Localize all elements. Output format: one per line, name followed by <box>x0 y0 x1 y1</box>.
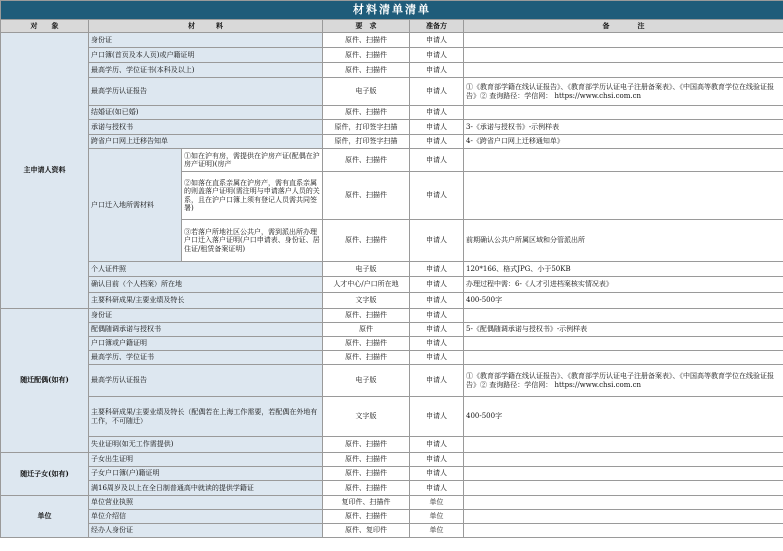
submitter-cell: 申请人 <box>410 78 464 106</box>
remark-cell <box>464 524 783 538</box>
requirement-cell: 原件、扫描件 <box>323 48 410 63</box>
submitter-cell: 单位 <box>410 524 464 538</box>
table-row <box>1 309 783 323</box>
requirement-cell: 原件、扫描件 <box>323 172 410 220</box>
table-row <box>1 262 783 277</box>
table-row <box>1 149 783 172</box>
requirement-cell: 文字版 <box>323 397 410 437</box>
group-child: 随迁子女(如有) <box>1 453 89 496</box>
material-cell: 最高学历、学位证书 <box>89 351 323 365</box>
material-cell: 个人证件照 <box>89 262 323 277</box>
requirement-cell: 电子版 <box>323 365 410 397</box>
remark-cell: ①《教育部学籍在线认证报告》、《教育部学历认证电子注册备案表》、《中国高等教育学位在线验证报告》② 查询路径：学信网： https://www.chsi.com.cn <box>464 365 783 397</box>
submitter-cell: 申请人 <box>410 397 464 437</box>
material-cell: 主要科研成果/主要业绩及特长（配偶若在上海工作需要，若配偶在外地有工作，不可随迁） <box>89 397 323 437</box>
remark-cell <box>464 63 783 78</box>
material-cell: 户口簿或户籍证明 <box>89 337 323 351</box>
submitter-cell: 申请人 <box>410 309 464 323</box>
table-row <box>1 524 783 538</box>
material-cell: 子女出生证明 <box>89 453 323 467</box>
header-row <box>1 20 783 33</box>
remark-cell <box>464 510 783 524</box>
table-row <box>1 510 783 524</box>
remark-cell: 4-《跨省户口网上迁移通知单》 <box>464 135 783 149</box>
material-cell: 配偶随调承诺与授权书 <box>89 323 323 337</box>
material-cell: 子女户口簿(户)籍证明 <box>89 467 323 481</box>
table-row <box>1 467 783 481</box>
requirement-cell: 原件、扫描件 <box>323 106 410 120</box>
requirement-cell: 原件，打印签字扫描 <box>323 135 410 149</box>
sheet-title: 材料清单清单 <box>1 1 783 20</box>
remark-cell: 400-500字 <box>464 397 783 437</box>
table-row <box>1 397 783 437</box>
submitter-cell: 单位 <box>410 510 464 524</box>
material-cell-settle: 户口迁入地所需材料 <box>89 149 182 262</box>
submitter-cell: 申请人 <box>410 33 464 48</box>
submitter-cell: 申请人 <box>410 481 464 496</box>
material-cell: 经办人身份证 <box>89 524 323 538</box>
header-submitter: 准备方 <box>410 20 464 33</box>
material-cell: 失业证明(如无工作需提供) <box>89 437 323 453</box>
requirement-cell: 原件、扫描件 <box>323 33 410 48</box>
submitter-cell: 申请人 <box>410 135 464 149</box>
requirement-cell: 原件、扫描件 <box>323 467 410 481</box>
submitter-cell: 申请人 <box>410 172 464 220</box>
submitter-cell: 单位 <box>410 496 464 510</box>
remark-cell <box>464 172 783 220</box>
header-subject: 对 象 <box>1 20 89 33</box>
submitter-cell: 申请人 <box>410 293 464 309</box>
remark-cell <box>464 467 783 481</box>
requirement-cell: 原件、复印件 <box>323 524 410 538</box>
remark-cell <box>464 496 783 510</box>
settle-sub-cell: ②如落在直系亲属在沪房产，需有直系亲属的则盖落户证明(需注明与申请落户人员的关系，且在沪户口簿上须有登记人员需共同签署) <box>182 172 323 220</box>
submitter-cell: 申请人 <box>410 48 464 63</box>
remark-cell <box>464 106 783 120</box>
header-remark: 备 注 <box>464 20 783 33</box>
remark-cell <box>464 337 783 351</box>
material-cell: 户口簿(首页及本人页)或户籍证明 <box>89 48 323 63</box>
remark-cell <box>464 453 783 467</box>
remark-cell: 办理过程中需：6-《人才引进档案核实情况表》 <box>464 277 783 293</box>
material-cell: 单位介绍信 <box>89 510 323 524</box>
table-row <box>1 106 783 120</box>
remark-cell <box>464 481 783 496</box>
header-material: 材 料 <box>89 20 323 33</box>
table-row <box>1 337 783 351</box>
material-cell: 最高学历、学位证书(本科及以上) <box>89 63 323 78</box>
material-cell: 最高学历认证报告 <box>89 365 323 397</box>
group-spouse: 随迁配偶(如有) <box>1 309 89 453</box>
requirement-cell: 原件、扫描件 <box>323 63 410 78</box>
group-main-applicant: 主申请人资料 <box>1 33 89 309</box>
submitter-cell: 申请人 <box>410 351 464 365</box>
submitter-cell: 申请人 <box>410 277 464 293</box>
remark-cell: 5-《配偶随调承诺与授权书》-示例样表 <box>464 323 783 337</box>
table-row <box>1 78 783 106</box>
remark-cell: 120*166、格式JPG、小于50KB <box>464 262 783 277</box>
table-row <box>1 293 783 309</box>
requirement-cell: 原件、扫描件 <box>323 351 410 365</box>
material-cell: 结婚证(如已婚) <box>89 106 323 120</box>
settle-sub-cell: ①如在沪有房，需提供在沪房产证(配偶在沪房产证明)(房产 <box>182 149 323 172</box>
material-cell: 承诺与授权书 <box>89 120 323 135</box>
requirement-cell: 电子版 <box>323 262 410 277</box>
submitter-cell: 申请人 <box>410 365 464 397</box>
requirement-cell: 电子版 <box>323 78 410 106</box>
material-cell: 主要科研成果/主要业绩及特长 <box>89 293 323 309</box>
material-cell: 最高学历认证报告 <box>89 78 323 106</box>
remark-cell <box>464 33 783 48</box>
requirement-cell: 原件、扫描件 <box>323 309 410 323</box>
remark-cell: 3-《承诺与授权书》-示例样表 <box>464 120 783 135</box>
requirement-cell: 原件、扫描件 <box>323 510 410 524</box>
submitter-cell: 申请人 <box>410 323 464 337</box>
remark-cell <box>464 149 783 172</box>
requirement-cell: 原件、扫描件 <box>323 149 410 172</box>
submitter-cell: 申请人 <box>410 120 464 135</box>
remark-cell <box>464 48 783 63</box>
requirement-cell: 原件、扫描件 <box>323 481 410 496</box>
table-row <box>1 33 783 48</box>
group-unit: 单位 <box>1 496 89 538</box>
table-row <box>1 135 783 149</box>
requirement-cell: 原件、扫描件 <box>323 453 410 467</box>
table-row <box>1 453 783 467</box>
settle-sub-cell: ③若落户所地社区公共户，需到派出所办理户口迁入落户证明(户口申请表、身份证、居住证/租赁备案证明) <box>182 220 323 262</box>
material-cell: 确认目前（个人档案）所在地 <box>89 277 323 293</box>
submitter-cell: 申请人 <box>410 63 464 78</box>
table-row <box>1 48 783 63</box>
submitter-cell: 申请人 <box>410 149 464 172</box>
requirement-cell: 原件 <box>323 323 410 337</box>
material-cell: 满16周岁及以上在全日制普通高中就读的提供学籍证 <box>89 481 323 496</box>
table-row <box>1 323 783 337</box>
remark-cell <box>464 437 783 453</box>
material-cell: 身份证 <box>89 309 323 323</box>
table-row <box>1 496 783 510</box>
requirement-cell: 复印件、扫描件 <box>323 496 410 510</box>
submitter-cell: 申请人 <box>410 337 464 351</box>
submitter-cell: 申请人 <box>410 262 464 277</box>
remark-cell <box>464 309 783 323</box>
requirement-cell: 原件、扫描件 <box>323 220 410 262</box>
table-row <box>1 277 783 293</box>
submitter-cell: 申请人 <box>410 437 464 453</box>
submitter-cell: 申请人 <box>410 220 464 262</box>
submitter-cell: 申请人 <box>410 453 464 467</box>
table-row <box>1 63 783 78</box>
requirement-cell: 原件、扫描件 <box>323 437 410 453</box>
header-requirement: 要 求 <box>323 20 410 33</box>
table-row <box>1 351 783 365</box>
table-row <box>1 481 783 496</box>
material-cell: 跨省户口网上迁移告知单 <box>89 135 323 149</box>
requirement-cell: 原件、扫描件 <box>323 337 410 351</box>
material-cell: 单位营业执照 <box>89 496 323 510</box>
remark-cell <box>464 351 783 365</box>
table-row <box>1 437 783 453</box>
table-row <box>1 365 783 397</box>
requirement-cell: 人才中心/户口所在地 <box>323 277 410 293</box>
remark-cell: ①《教育部学籍在线认证报告》、《教育部学历认证电子注册备案表》、《中国高等教育学位在线验证报告》② 查询路径：学信网： https://www.chsi.com.cn <box>464 78 783 106</box>
material-cell: 身份证 <box>89 33 323 48</box>
requirement-cell: 原件，打印签字扫描 <box>323 120 410 135</box>
table-row <box>1 120 783 135</box>
submitter-cell: 申请人 <box>410 106 464 120</box>
remark-cell: 400-500字 <box>464 293 783 309</box>
requirement-cell: 文字版 <box>323 293 410 309</box>
submitter-cell: 申请人 <box>410 467 464 481</box>
remark-cell: 前期确认公共户所属区域和分管派出所 <box>464 220 783 262</box>
